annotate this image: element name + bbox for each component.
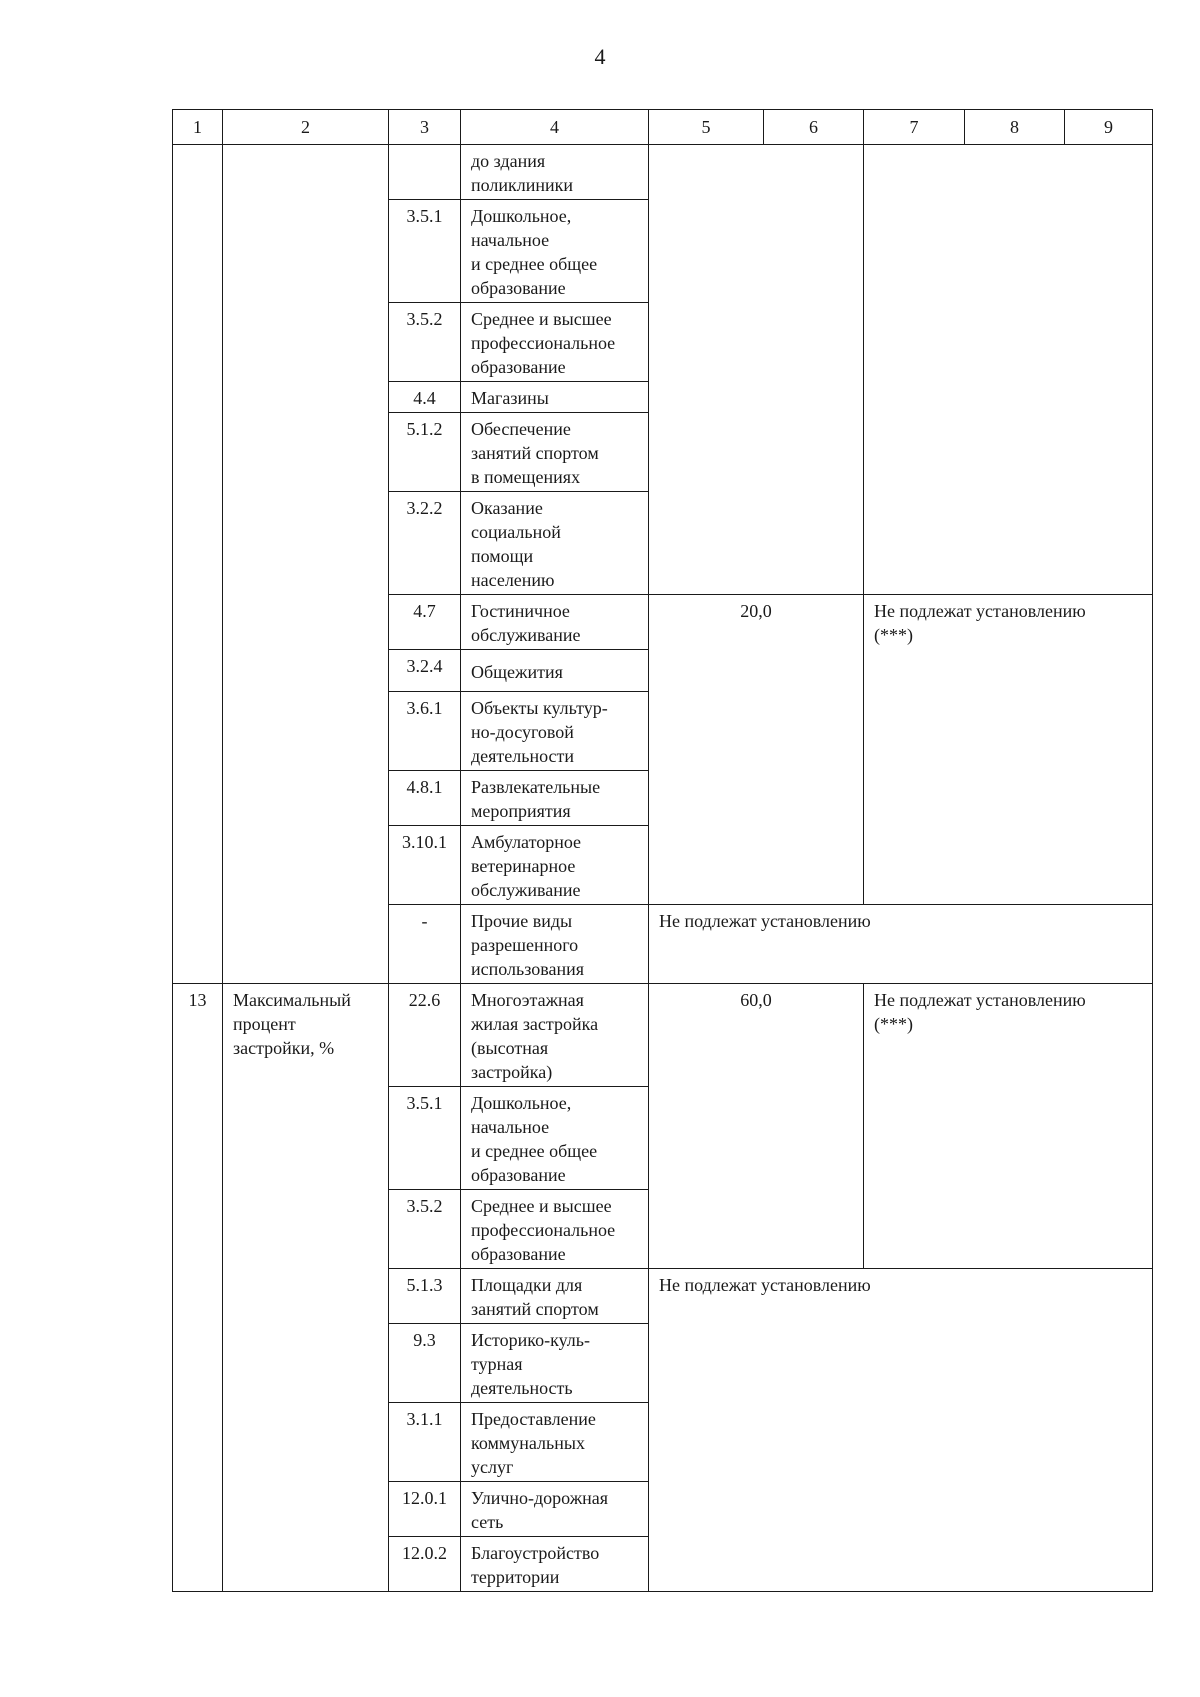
- use-code: 3.5.1: [389, 200, 461, 303]
- use-code: 4.8.1: [389, 771, 461, 826]
- use-name: Развлекательные мероприятия: [461, 771, 649, 826]
- permitted-use-table: [172, 109, 1153, 1592]
- column-header: 5: [649, 110, 764, 145]
- use-code: 3.5.1: [389, 1087, 461, 1190]
- use-name: Дошкольное, начальное и среднее общее образование: [461, 1087, 649, 1190]
- use-name: Общежития: [461, 650, 649, 692]
- use-code: 3.2.4: [389, 650, 461, 692]
- use-name: Гостиничное обслуживание: [461, 595, 649, 650]
- column-header: 9: [1065, 110, 1153, 145]
- page-number: 4: [594, 44, 606, 69]
- column-header: 3: [389, 110, 461, 145]
- use-code: 5.1.2: [389, 413, 461, 492]
- use-name: Амбулаторное ветеринарное обслуживание: [461, 826, 649, 905]
- row-number-cell: [173, 145, 223, 984]
- use-code: 3.2.2: [389, 492, 461, 595]
- use-name: Среднее и высшее профессиональное образование: [461, 303, 649, 382]
- use-name: Благоустройство территории: [461, 1537, 649, 1592]
- value-cell-empty: [649, 145, 864, 595]
- row-number: 13: [173, 984, 223, 1592]
- column-header: 2: [223, 110, 389, 145]
- use-name: Оказание социальной помощи населению: [461, 492, 649, 595]
- column-header: 4: [461, 110, 649, 145]
- use-name: Обеспечение занятий спортом в помещениях: [461, 413, 649, 492]
- use-code: [389, 145, 461, 200]
- use-name: Магазины: [461, 382, 649, 413]
- parameter-cell: [223, 145, 389, 984]
- use-code: 3.5.2: [389, 303, 461, 382]
- use-code: 4.4: [389, 382, 461, 413]
- use-code: 12.0.1: [389, 1482, 461, 1537]
- use-code: 4.7: [389, 595, 461, 650]
- column-header: 6: [764, 110, 864, 145]
- table-row: [173, 145, 1153, 200]
- column-header: 7: [864, 110, 965, 145]
- use-code: 3.6.1: [389, 692, 461, 771]
- use-name: Историко-куль- турная деятельность: [461, 1324, 649, 1403]
- use-name: Прочие виды разрешенного использования: [461, 905, 649, 984]
- use-name: Дошкольное, начальное и среднее общее образование: [461, 200, 649, 303]
- use-name: Предоставление коммунальных услуг: [461, 1403, 649, 1482]
- use-name: Многоэтажная жилая застройка (высотная застройка): [461, 984, 649, 1087]
- use-code: 12.0.2: [389, 1537, 461, 1592]
- max-value: 20,0: [649, 595, 864, 905]
- table-row: [173, 984, 1153, 1087]
- use-name: Площадки для занятий спортом: [461, 1269, 649, 1324]
- use-code: 3.10.1: [389, 826, 461, 905]
- note-cell-empty: [864, 145, 1153, 595]
- use-code: 22.6: [389, 984, 461, 1087]
- use-name: до здания поликлиники: [461, 145, 649, 200]
- parameter-name: Максимальный процент застройки, %: [223, 984, 389, 1592]
- column-header: 1: [173, 110, 223, 145]
- use-code: 3.1.1: [389, 1403, 461, 1482]
- note-text: Не подлежат установлению: [649, 1269, 1153, 1592]
- column-header: 8: [965, 110, 1065, 145]
- use-code: 5.1.3: [389, 1269, 461, 1324]
- note-text: Не подлежат установлению (***): [864, 595, 1153, 905]
- note-text: Не подлежат установлению: [649, 905, 1153, 984]
- use-code: 3.5.2: [389, 1190, 461, 1269]
- note-text: Не подлежат установлению (***): [864, 984, 1153, 1269]
- use-name: Объекты культур- но-досуговой деятельности: [461, 692, 649, 771]
- use-code: -: [389, 905, 461, 984]
- use-name: Среднее и высшее профессиональное образование: [461, 1190, 649, 1269]
- max-value: 60,0: [649, 984, 864, 1269]
- use-name: Улично-дорожная сеть: [461, 1482, 649, 1537]
- use-code: 9.3: [389, 1324, 461, 1403]
- header-row: [173, 110, 1153, 145]
